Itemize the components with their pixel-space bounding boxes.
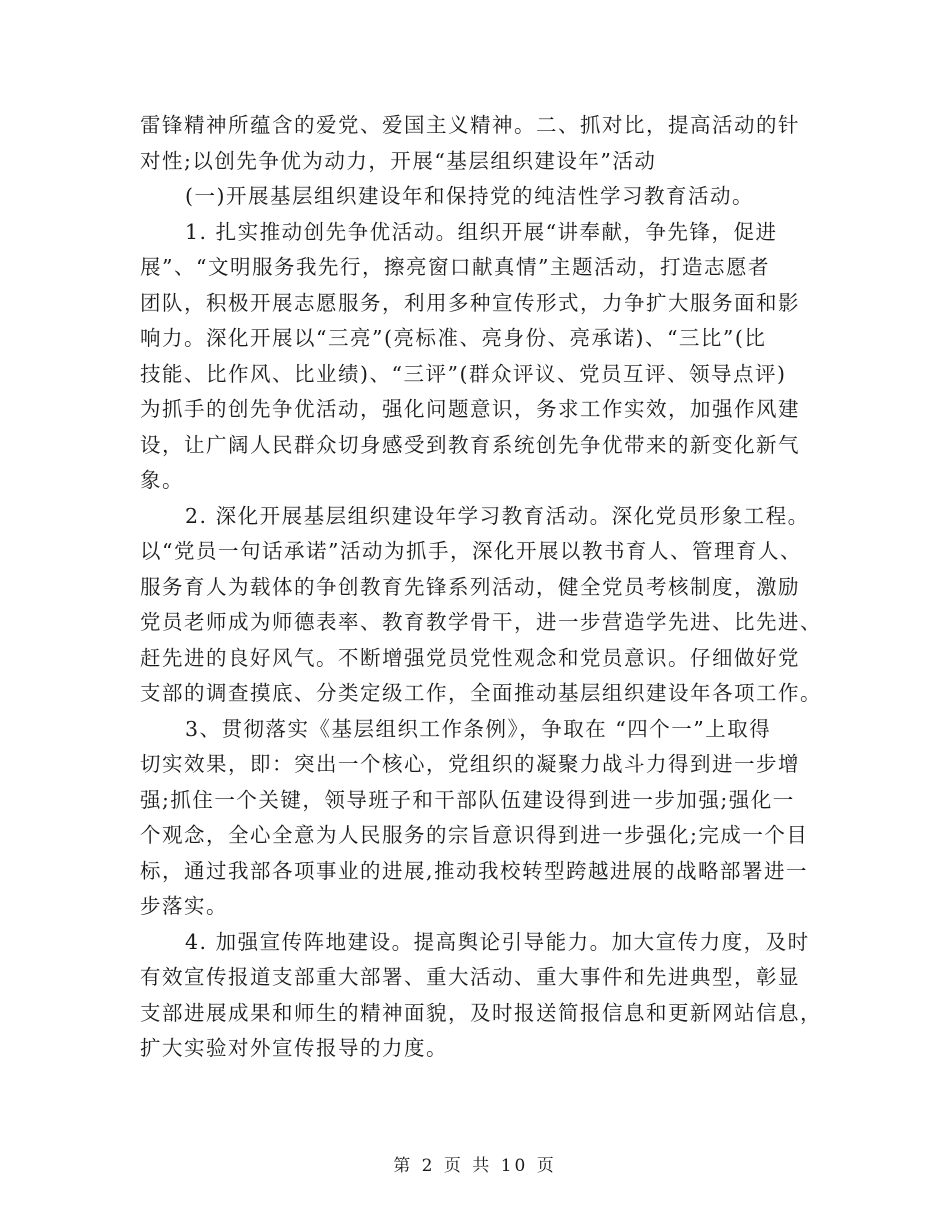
document-body [140, 108, 822, 1067]
text-line: 雷锋精神所蕴含的爱党、爱国主义精神。二、抓对比，提高活动的针 [140, 113, 800, 137]
text-line: 党员老师成为师德表率、教育教学骨干，进一步营造学先进、比先进、 [140, 610, 822, 634]
text-line: 切实效果，即：突出一个核心，党组织的凝聚力战斗力得到进一步增 [140, 752, 800, 776]
text-line: 强;抓住一个关键，领导班子和干部队伍建设得到进一步加强;强化一 [140, 787, 795, 812]
paragraph-start: 1. 扎实推动创先争优活动。组织开展“讲奉献，争先锋，促进 [185, 219, 778, 244]
page-number-footer: 第 2 页 共 10 页 [393, 1156, 557, 1176]
text-line: 展”、“文明服务我先行，擦亮窗口献真情”主题活动，打造志愿者 [140, 255, 770, 279]
text-line: 对性;以创先争优为动力，开展“基层组织建设年”活动 [140, 148, 657, 173]
text-line: 步落实。 [140, 894, 228, 918]
text-line: 标，通过我部各项事业的进展,推动我校转型跨越进展的战略部署进一 [140, 858, 809, 883]
text-line: 为抓手的创先争优活动，强化问题意识，务求工作实效，加强作风建 [140, 397, 800, 421]
text-line: 设，让广阔人民群众切身感受到教育系统创先争优带来的新变化新气 [140, 432, 800, 457]
text-line: 支部的调查摸底、分类定级工作，全面推动基层组织建设年各项工作。 [140, 681, 822, 705]
text-line: 有效宣传报道支部重大部署、重大活动、重大事件和先进典型，彰显 [140, 965, 800, 989]
text-line: 赶先进的良好风气。不断增强党员党性观念和党员意识。仔细做好党 [140, 645, 800, 670]
text-line: 技能、比作风、比业绩)、“三评”(群众评议、党员互评、领导点评) [140, 361, 787, 386]
text-line: 支部进展成果和师生的精神面貌，及时报送简报信息和更新网站信息， [140, 1000, 822, 1025]
text-line: 象。 [140, 468, 184, 492]
text-line: 以“党员一句话承诺”活动为抓手，深化开展以教书育人、管理育人、 [140, 539, 802, 563]
section-heading: (一)开展基层组织建设年和保持党的纯洁性学习教育活动。 [185, 184, 754, 208]
text-line: 团队，积极开展志愿服务，利用多种宣传形式，力争扩大服务面和影 [140, 290, 800, 315]
text-line: 响力。深化开展以“三亮”(亮标准、亮身份、亮承诺)、“三比”(比 [140, 326, 767, 350]
text-line: 个观念，全心全意为人民服务的宗旨意识得到进一步强化;完成一个目 [140, 823, 809, 847]
text-line: 服务育人为载体的争创教育先锋系列活动，健全党员考核制度，激励 [140, 574, 800, 599]
paragraph-start: 3、贯彻落实《基层组织工作条例》，争取在 “四个一”上取得 [185, 716, 772, 741]
text-line: 扩大实验对外宣传报导的力度。 [140, 1036, 448, 1060]
paragraph-start: 2. 深化开展基层组织建设年学习教育活动。深化党员形象工程。 [185, 503, 810, 528]
paragraph-start: 4. 加强宣传阵地建设。提高舆论引导能力。加大宣传力度，及时 [185, 929, 810, 954]
